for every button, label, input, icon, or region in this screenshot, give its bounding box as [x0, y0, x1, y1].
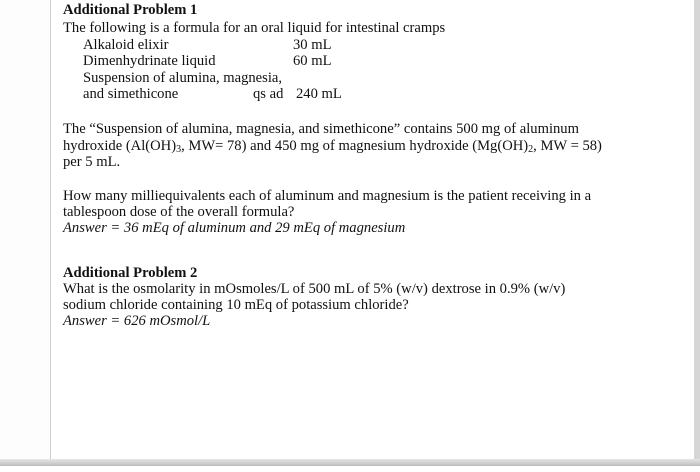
left-margin [0, 0, 50, 466]
problem-1-intro: The following is a formula for an oral liquid for intestinal cramps [63, 20, 446, 36]
bottom-edge-shadow [0, 459, 700, 466]
question-line: tablespoon dose of the overall formula? [63, 204, 295, 220]
formula-item-qty: 240 mL [296, 86, 342, 102]
formula-item-name: and simethicone [83, 86, 179, 102]
answer-1: Answer = 36 mEq of aluminum and 29 mEq of magnesium [63, 220, 406, 236]
question-line: What is the osmolarity in mOsmoles/L of 500 mL of 5% (w/v) dextrose in 0.9% (w/v) [63, 281, 566, 297]
paragraph-line: hydroxide ($Al(OH)_3$, MW= 78) and 450 mg of magnesium hydroxide ($Mg(OH)_2$, MW = 58) [63, 138, 602, 155]
formula-item-qty: 60 mL [293, 53, 332, 69]
formula-item-name: Alkaloid elixir [83, 37, 169, 53]
answer-2: Answer = 626 mOsmol/L [63, 313, 211, 329]
formula-item-qty: 30 mL [293, 37, 332, 53]
formula-item-name: Dimenhydrinate liquid [83, 53, 216, 69]
question-line: How many milliequivalents each of aluminum and magnesium is the patient receiving in a [63, 188, 592, 204]
page-edge [50, 0, 51, 466]
problem-2-title: Additional Problem 2 [63, 265, 198, 281]
formula-item-name: Suspension of alumina, magnesia, [83, 70, 283, 86]
problem-1-title: Additional Problem 1 [63, 2, 198, 18]
question-line: sodium chloride containing 10 mEq of potassium chloride? [63, 297, 409, 313]
right-edge-shadow [694, 0, 700, 466]
formula-qs-ad: qs ad [253, 86, 284, 102]
paragraph-line: per 5 mL. [63, 154, 121, 170]
paragraph-line: The “Suspension of alumina, magnesia, and simethicone” contains 500 mg of aluminum [63, 121, 579, 137]
